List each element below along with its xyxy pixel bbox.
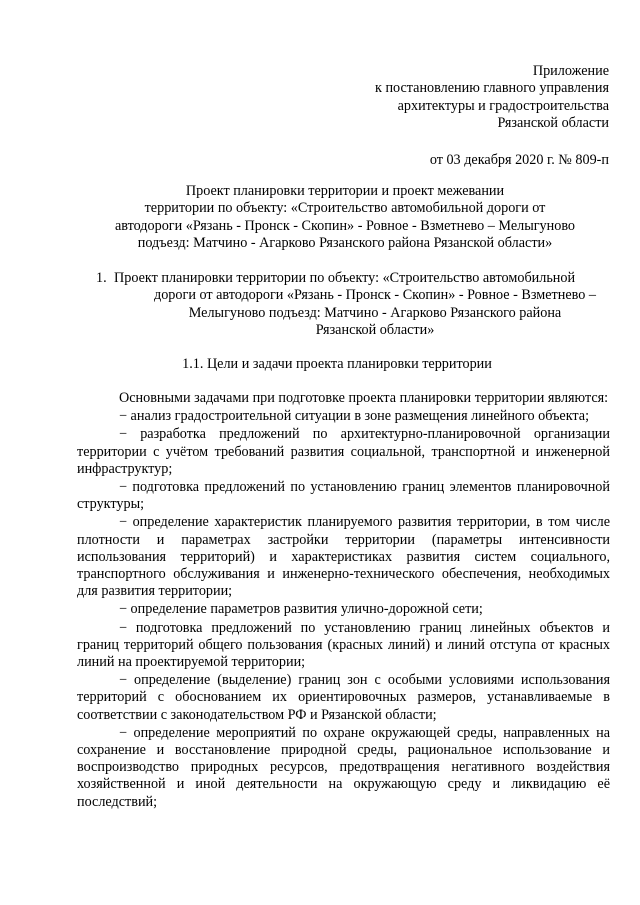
body-paragraph: Основными задачами при подготовке проекта планировки территории являются: <box>119 390 609 406</box>
body-paragraph: − определение характеристик планируемого развития территории, в том числе плотности и параметрах застройки территории (параметры интенсивности использования территорий) и характеристиках развития систем социального, транспортного обслуживания и инженерно-технического обеспечения, необходимых для развития территории; <box>77 514 610 600</box>
section-number: 1. <box>96 270 107 286</box>
body-paragraph: − подготовка предложений по установлению границ линейных объектов и границ территорий общего пользования (красных линий) и линий отступа от красных линий на проектируемой территории; <box>77 619 610 671</box>
document-title <box>80 183 610 253</box>
section-line: Мелыгуново подъезд: Матчино - Агарково Рязанского района <box>188 304 562 321</box>
appendix-line: Приложение <box>532 63 609 79</box>
appendix-line: к постановлению главного управления <box>375 80 609 97</box>
title-line: территории по объекту: «Строительство автомобильной дороги от <box>144 200 546 217</box>
section-heading <box>96 270 636 340</box>
appendix-line: архитектуры и градостроительства <box>397 97 609 114</box>
body-paragraph: − подготовка предложений по установлению границ элементов планировочной структуры; <box>77 479 610 513</box>
title-line: автодороги «Рязань - Пронск - Скопин» - Ровное - Взметнево – Мелыгуново <box>114 217 576 234</box>
section-line: Проект планировки территории по объекту: «Строительство автомобильной <box>114 270 576 286</box>
appendix-line: Рязанской области <box>497 114 609 131</box>
appendix-header <box>375 63 609 132</box>
body-paragraph: − определение мероприятий по охране окружающей среды, направленных на сохранение и восстановление природной среды, рациональное использование и воспроизводство природных ресурсов, предотвращения негативного воздействия хозяйственной и иной деятельности на окружающую среду и ликвидацию её последствий; <box>77 724 610 810</box>
body-paragraph: − определение параметров развития улично-дорожной сети; <box>119 601 483 618</box>
title-line: подъезд: Матчино - Агарково Рязанского района Рязанской области» <box>137 235 553 252</box>
resolution-date: от 03 декабря 2020 г. № 809-п <box>429 152 609 168</box>
body-paragraph: − анализ градостроительной ситуации в зоне размещения линейного объекта; <box>119 408 590 425</box>
title-line: Проект планировки территории и проект межевании <box>185 183 505 199</box>
subsection-heading: 1.1. Цели и задачи проекта планировки территории <box>182 356 492 372</box>
body-paragraph: − определение (выделение) границ зон с особыми условиями использования территорий с обоснованием их ориентировочных размеров, устанавливаемые в соответствии с законодательством РФ и Рязанской области; <box>77 672 610 723</box>
section-line: Рязанской области» <box>315 322 435 339</box>
section-line: дороги от автодороги «Рязань - Пронск - Скопин» - Ровное - Взметнево – <box>154 287 596 304</box>
body-text <box>77 390 610 812</box>
body-paragraph: − разработка предложений по архитектурно-планировочной организации территории с учётом требований развития социальной, транспортной и инженерной инфраструктур; <box>77 426 610 477</box>
